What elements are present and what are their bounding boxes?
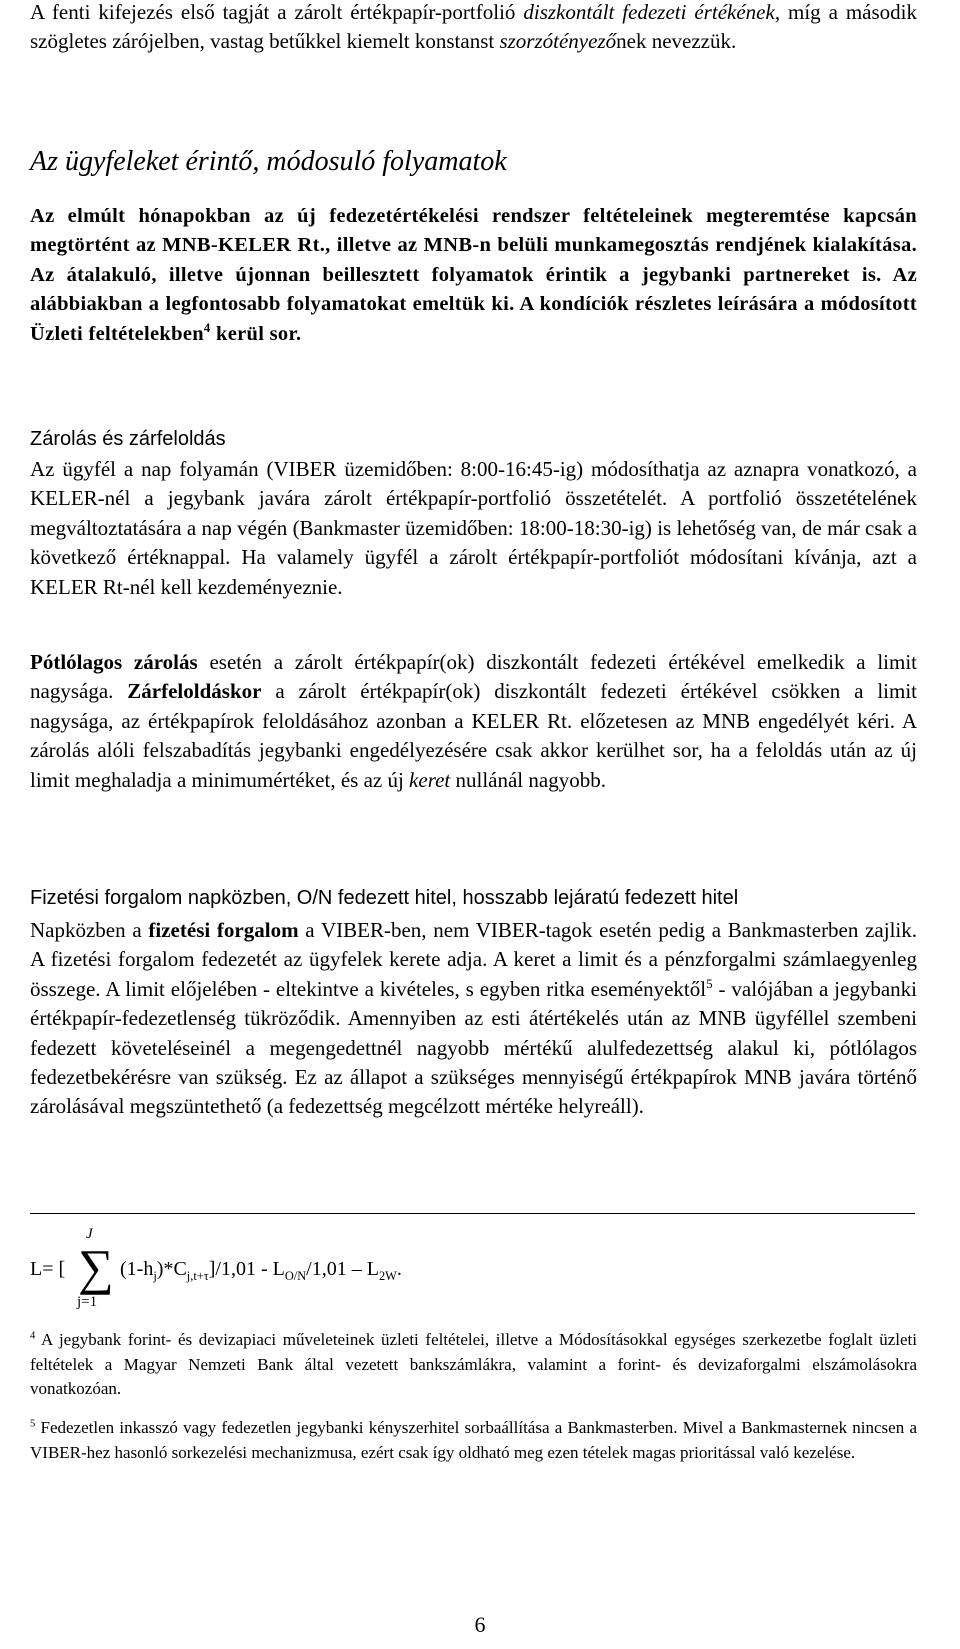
formula-part-1: (1-h xyxy=(120,1258,154,1280)
payments-text-1: Napközben a xyxy=(30,918,149,942)
formula-sub-1: j xyxy=(153,1269,157,1283)
formula-part-4: /1,01 – L xyxy=(306,1258,379,1280)
page-number: 6 xyxy=(474,1612,486,1637)
processes-text-end: kerül sor. xyxy=(210,322,302,345)
footnote-4-text: A jegybank forint- és devizapiaci műveleteinek üzleti feltételei, illetve a Módosításokkal egységes szerkezetbe foglalt üzleti feltételek a Magyar Nemzeti Bank által vezetett bankszámlákra, valamint a forint- és devizaforgalmi elszámolásokra vonatkozóan. xyxy=(30,1330,917,1398)
intro-italic-term-1: diszkontált fedezeti értékének xyxy=(523,0,775,24)
footnote-ref-5[interactable]: 5 xyxy=(706,975,713,991)
term-frame: keret xyxy=(409,767,451,792)
footnote-mark-5: 5 xyxy=(30,1418,36,1430)
locking-text-3: nullánál nagyobb. xyxy=(450,767,606,792)
formula-part-2: )*C xyxy=(156,1258,187,1280)
formula-part-5: . xyxy=(396,1258,402,1280)
footnote-ref-4[interactable]: 4 xyxy=(203,320,211,335)
locking-text-2: a zárolt értékpapír(ok) diszkontált fedezeti értékével csökken a limit nagysága, az értékpapírok feloldásához azonban a KELER Rt. előzetesen az MNB engedélyét kéri. A zárolás alóli felszabadítás jegybanki engedélyezésére csak akkor kerülhet sor, ha a feloldás után az új limit meghaladja a minimumértéket, és az új xyxy=(30,679,918,792)
payments-paragraph xyxy=(30,916,917,1122)
formula-part-3: ]/1,01 - L xyxy=(208,1258,285,1280)
locking-paragraph-1: Az ügyfél a nap folyamán (VIBER üzemidőben: 8:00-16:45-ig) módosíthatja az aznapra vonatkozó, a KELER-nél a jegybank javára zárolt értékpapír-portfolió összetételét. A portfolió összetételének megváltoztatására a nap végén (Bankmaster üzemidőben: 18:00-18:30-ig) is lehetőség van, de már csak a következő értéknappal. Ha valamely ügyfél a zárolt értékpapír-portfoliót módosítani kívánja, azt a KELER Rt-nél kell kezdeményeznie. xyxy=(30,457,917,599)
sigma-icon: ∑ xyxy=(78,1239,114,1295)
section-heading-payments: Fizetési forgalom napközben, O/N fedezett hitel, hosszabb lejáratú fedezett hitel xyxy=(30,887,739,909)
term-unlock: Zárfeloldáskor xyxy=(127,679,262,704)
term-payment-traffic: fizetési forgalom xyxy=(148,918,299,942)
processes-text: Az elmúlt hónapokban az új fedezetértékelési rendszer feltételeinek megteremtése kapcsán megtörtént az MNB-KELER Rt., illetve az MNB-n belüli munkamegosztás rendjének kialakítása. Az átalakuló, illetve újonnan beillesztett folyamatok érintik a jegybanki partnereket is. Az alábbiakban a legfontosabb folyamatokat emeltük ki. A kondíciók részletes leírására a módosított Üzleti feltételekben xyxy=(30,205,917,345)
formula-sub-4: 2W xyxy=(378,1269,397,1283)
formula-sub-2: j,t+τ xyxy=(186,1269,209,1283)
term-additional-lock: Pótlólagos zárolás xyxy=(30,650,198,674)
intro-text-2: , míg a második szögletes zárójelben, vastag betűkkel kiemelt konstanst xyxy=(30,0,918,54)
intro-paragraph xyxy=(30,0,917,57)
footnote-5-text: Fedezetlen inkasszó vagy fedezetlen jegybanki kényszerhitel sorbaállítása a Bankmasterben. Mivel a Bankmasternek nincsen a VIBER-hez hasonló sorkezelési mechanizmusa, ezért csak így oldható meg ezen tételek magas prioritással való kezelése. xyxy=(30,1418,917,1462)
intro-text-1: A fenti kifejezés első tagját a zárolt értékpapír-portfolió xyxy=(30,0,524,24)
payments-text-2: a VIBER-ben, nem VIBER-tagok esetén pedig a Bankmasterben zajlik. A fizetési forgalom fedezetét az ügyfelek kerete adja. A keret a limit és a pénzforgalmi számlaegyenleg összege. A limit előjelében - eltekintve a kivételes, s egyben ritka eseményektől xyxy=(30,918,917,1001)
payments-text-3: - valójában a jegybanki értékpapír-fedezetlenség tükröződik. Amennyiben az esti átértékelés után az MNB ügyféllel szembeni fedezett követeléseinél a megengedettnél nagyobb mértékű alulfedezettség alakul ki, pótlólagos fedezetbekérésre van szükség. Ez az állapot a szükséges mennyiségű értékpapírok MNB javára történő zárolásával megszüntethető (a fedezettség megcélzott mértéke helyreáll). xyxy=(30,976,917,1119)
footnote-mark-4: 4 xyxy=(30,1330,36,1342)
locking-paragraph-2 xyxy=(30,648,917,795)
intro-text-3: nek nevezzük. xyxy=(616,29,737,54)
formula-sub-3: O/N xyxy=(284,1269,307,1283)
formula-lhs: L= [ xyxy=(30,1258,66,1280)
footnote-4 xyxy=(30,1328,917,1402)
locking-text-1: esetén a zárolt értékpapír(ok) diszkontált fedezeti értékével emelkedik a limit nagysága. xyxy=(30,650,918,704)
section-heading-locking: Zárolás és zárfeloldás xyxy=(30,428,226,450)
section-heading-processes: Az ügyfeleket érintő, módosuló folyamatok xyxy=(30,146,507,177)
sigma-upper-limit: J xyxy=(86,1226,93,1242)
formula xyxy=(30,1226,917,1316)
formula-rhs xyxy=(120,1258,402,1281)
footnote-5 xyxy=(30,1416,917,1465)
processes-bold-paragraph xyxy=(30,202,917,349)
footnote-separator xyxy=(30,1213,915,1214)
sigma-lower-limit: j=1 xyxy=(77,1294,98,1310)
intro-italic-term-2: szorzótényező xyxy=(499,29,617,54)
